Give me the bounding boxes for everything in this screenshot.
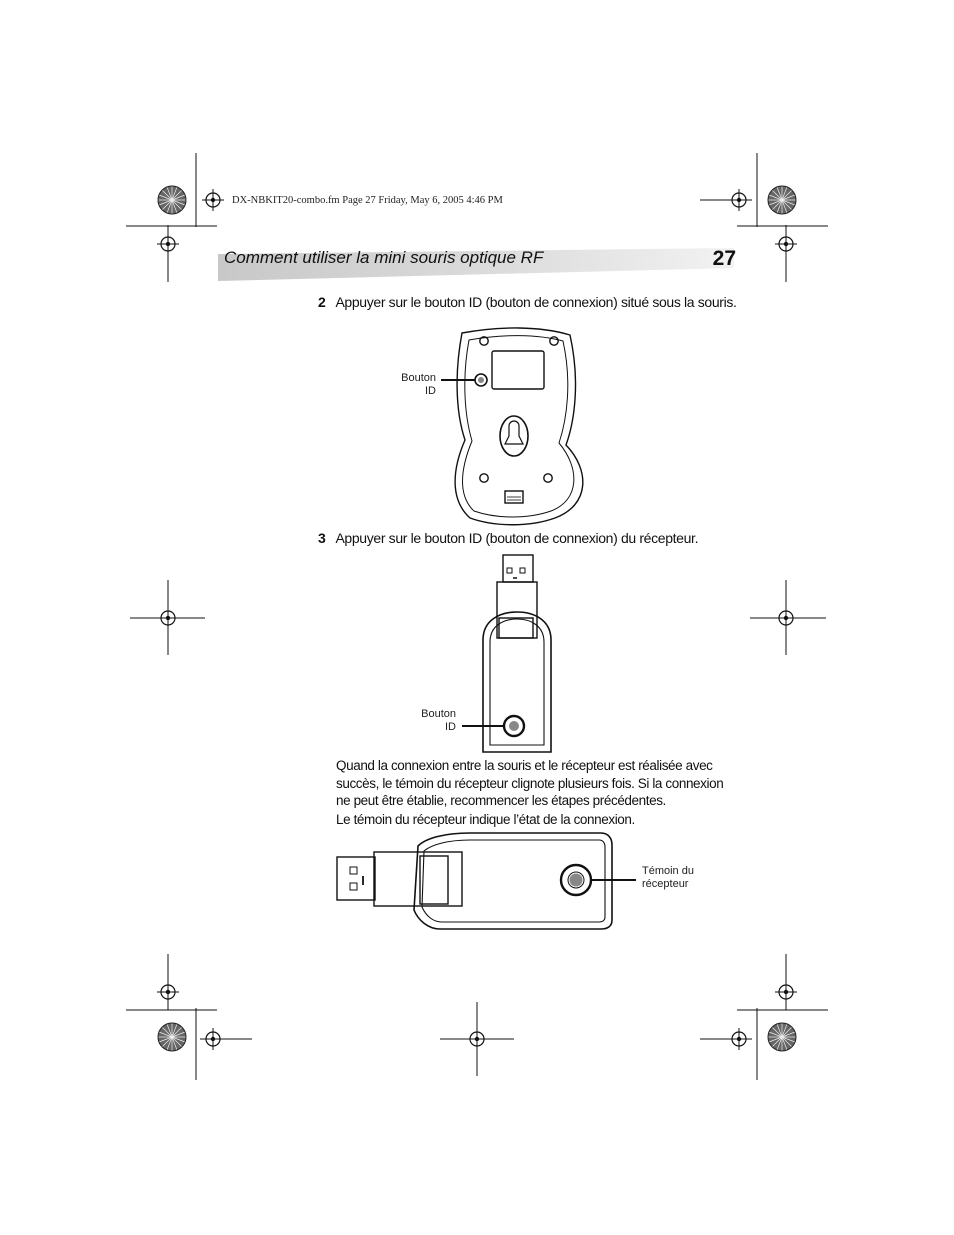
step-number: 2: [318, 294, 326, 310]
page-header-title: Comment utiliser la mini souris optique RF: [224, 248, 544, 267]
receiver-upright-illustration: [462, 555, 551, 752]
step-text: Appuyer sur le bouton ID (bouton de connexion) du récepteur.: [335, 530, 699, 546]
label-line: Témoin du: [642, 865, 694, 877]
page-number: 27: [712, 247, 736, 270]
label-line: récepteur: [642, 877, 689, 890]
label-line: Bouton: [421, 708, 456, 720]
registration-marks: [130, 189, 826, 1076]
mouse-underside-illustration: [441, 328, 583, 525]
receiver-indicator-illustration: [337, 833, 636, 929]
label-line: ID: [425, 384, 436, 397]
step-number: 3: [318, 530, 326, 546]
step-text: Appuyer sur le bouton ID (bouton de connexion) situé sous la souris.: [335, 294, 737, 310]
crop-marks: [126, 153, 828, 1080]
step-2: [318, 294, 737, 310]
label-line: Bouton: [401, 372, 436, 384]
receiver-id-button-label: [406, 708, 456, 733]
connection-paragraph: Quand la connexion entre la souris et le récepteur est réalisée avec succès, le témoin du récepteur clignote plusieurs fois. Si la connexion ne peut être établie, recommencer les étapes précédentes.: [336, 758, 724, 808]
step-3: [318, 530, 698, 546]
color-bars: [158, 186, 796, 1051]
receiver-indicator-label: [642, 865, 722, 890]
print-slug: DX-NBKIT20-combo.fm Page 27 Friday, May 6, 2005 4:46 PM: [232, 195, 503, 206]
indicator-paragraph: Le témoin du récepteur indique l’état de la connexion.: [336, 812, 635, 827]
label-line: ID: [445, 720, 456, 733]
mouse-id-button-label: [386, 372, 436, 397]
